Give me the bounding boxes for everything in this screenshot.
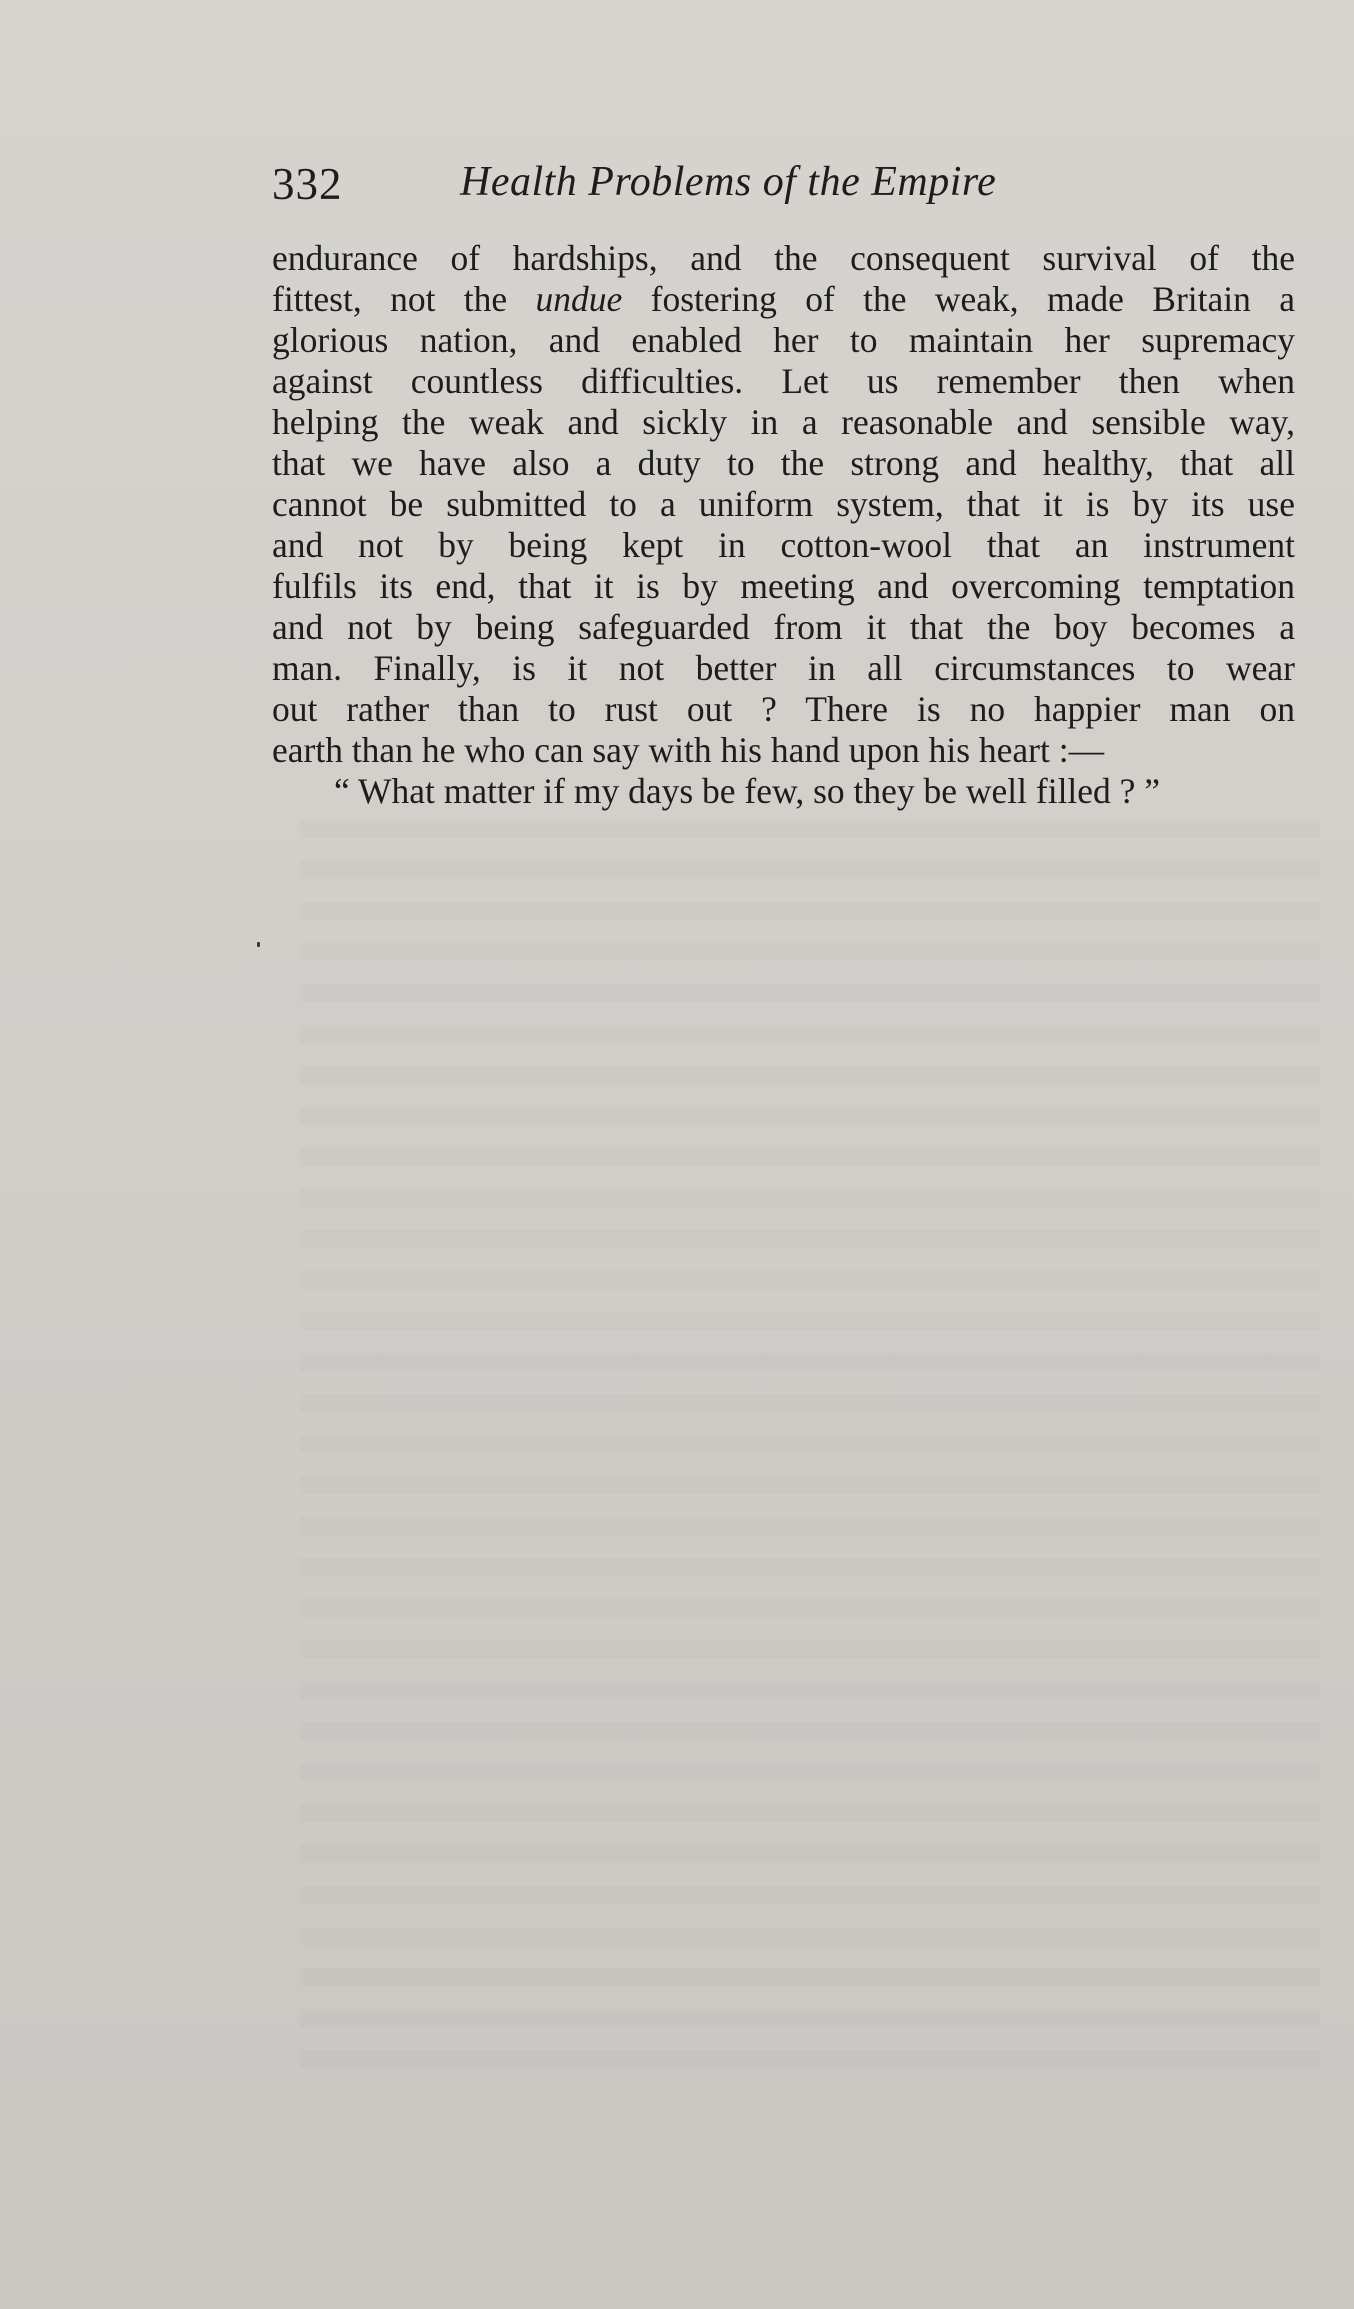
text-line: earth than he who can say with his hand upon his heart :— [272,730,1105,770]
ink-speck [257,942,260,947]
body-text [272,238,1295,812]
text-line: out rather than to rust out ? There is no happier man on [272,689,1295,729]
text-line: against countless difficulties. Let us remember then when [272,361,1295,401]
text-line: endurance of hardships, and the consequent survival of the [272,238,1295,278]
quotation-line: “ What matter if my days be few, so they be well filled ? ” [334,771,1161,811]
text-line: helping the weak and sickly in a reasonable and sensible way, [272,402,1295,442]
text-line: and not by being kept in cotton-wool that an instrument [272,525,1295,565]
text-line: fulfils its end, that it is by meeting and overcoming temptation [272,566,1295,606]
running-title: Health Problems of the Empire [460,159,997,205]
page-number: 332 [272,159,343,209]
text-line: glorious nation, and enabled her to maintain her supremacy [272,320,1295,360]
text-line: cannot be submitted to a uniform system, that it is by its use [272,484,1295,524]
emphasis-undue: undue [535,279,623,319]
running-head [270,158,1300,218]
text-line: and not by being safeguarded from it that the boy becomes a [272,607,1295,647]
text-line: that we have also a duty to the strong and healthy, that all [272,443,1295,483]
show-through-text [300,820,1320,2070]
text-line: fittest, not the undue fostering of the weak, made Britain a [272,279,1295,319]
text-line: man. Finally, is it not better in all circumstances to wear [272,648,1295,688]
